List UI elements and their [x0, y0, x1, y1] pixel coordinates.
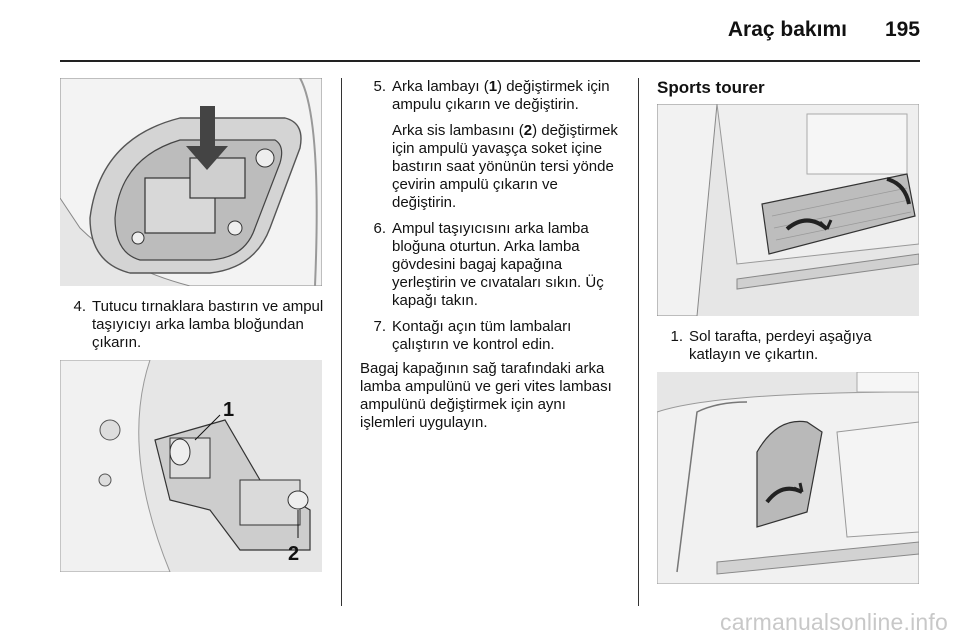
step-number: 5. [373, 78, 386, 95]
side-panel-figure [657, 372, 919, 584]
bulb-holder-figure [60, 360, 322, 572]
step-number: 6. [373, 220, 386, 237]
callout-1: 1 [223, 399, 235, 421]
step-5 [360, 78, 624, 114]
step-number: 7. [373, 318, 386, 335]
column-2 [360, 78, 624, 432]
callout-2: 2 [288, 543, 300, 565]
trunk-cover-figure [657, 104, 919, 316]
step-text: Ampul taşıyıcısını arka lamba bloğuna oturtun. Arka lamba gövdesini bagaj kapağına yerleştirin ve cıvataları sıkın. Üç kapağı takın. [392, 220, 604, 309]
step-1 [657, 328, 921, 364]
tail-lamp-illustration [60, 78, 322, 286]
step-text: Sol tarafta, perdeyi aşağıya katlayın ve çıkartın. [689, 328, 872, 363]
paragraph: Bagaj kapağının sağ tarafındaki arka lamba ampulünü ve geri vites lambası ampulünü değiştirmek için aynı işlemleri uygulayın. [360, 360, 612, 431]
step-number: 1. [670, 328, 683, 345]
column-divider-left [341, 78, 342, 606]
step-text: Kontağı açın tüm lambaları çalıştırın ve kontrol edin. [392, 318, 572, 353]
step-5-sub-paragraph [360, 122, 624, 212]
step-4 [60, 298, 324, 352]
side-panel-illustration [657, 372, 919, 584]
sub-text-part: Arka sis lambasını ( [392, 122, 524, 139]
sub-text-bold: 2 [523, 122, 533, 139]
page-number: 195 [884, 18, 920, 41]
step-text-part: Arka lambayı ( [392, 78, 489, 95]
section-title: Araç bakımı [727, 18, 847, 41]
bulb-holder-illustration [60, 360, 322, 572]
step-text: Tutucu tırnaklara bastırın ve ampul taşıyıcıyı arka lamba bloğundan çıkarın. [92, 298, 324, 351]
column-3 [657, 78, 921, 584]
step-text [392, 78, 624, 114]
header-rule [60, 60, 920, 62]
sub-text-part: ) değiştirmek için ampulü yavaşça soket içine bastırın saat yönünün tersi yönde çevirin ampulü çıkarın ve değiştirin. [392, 122, 618, 211]
step-text-bold: 1 [488, 78, 498, 95]
watermark: carmanualsonline.info [720, 609, 948, 635]
trunk-cover-illustration [657, 104, 919, 316]
page-header [60, 18, 920, 58]
tail-lamp-figure [60, 78, 322, 286]
subsection-title: Sports tourer [657, 78, 765, 97]
column-divider-right [638, 78, 639, 606]
step-number: 4. [73, 298, 86, 315]
step-text-part: ) değiştirmek için ampulu çıkarın ve değiştirin. [392, 78, 610, 113]
column-1 [60, 78, 324, 572]
step-7 [360, 318, 624, 354]
step-6 [360, 220, 624, 310]
